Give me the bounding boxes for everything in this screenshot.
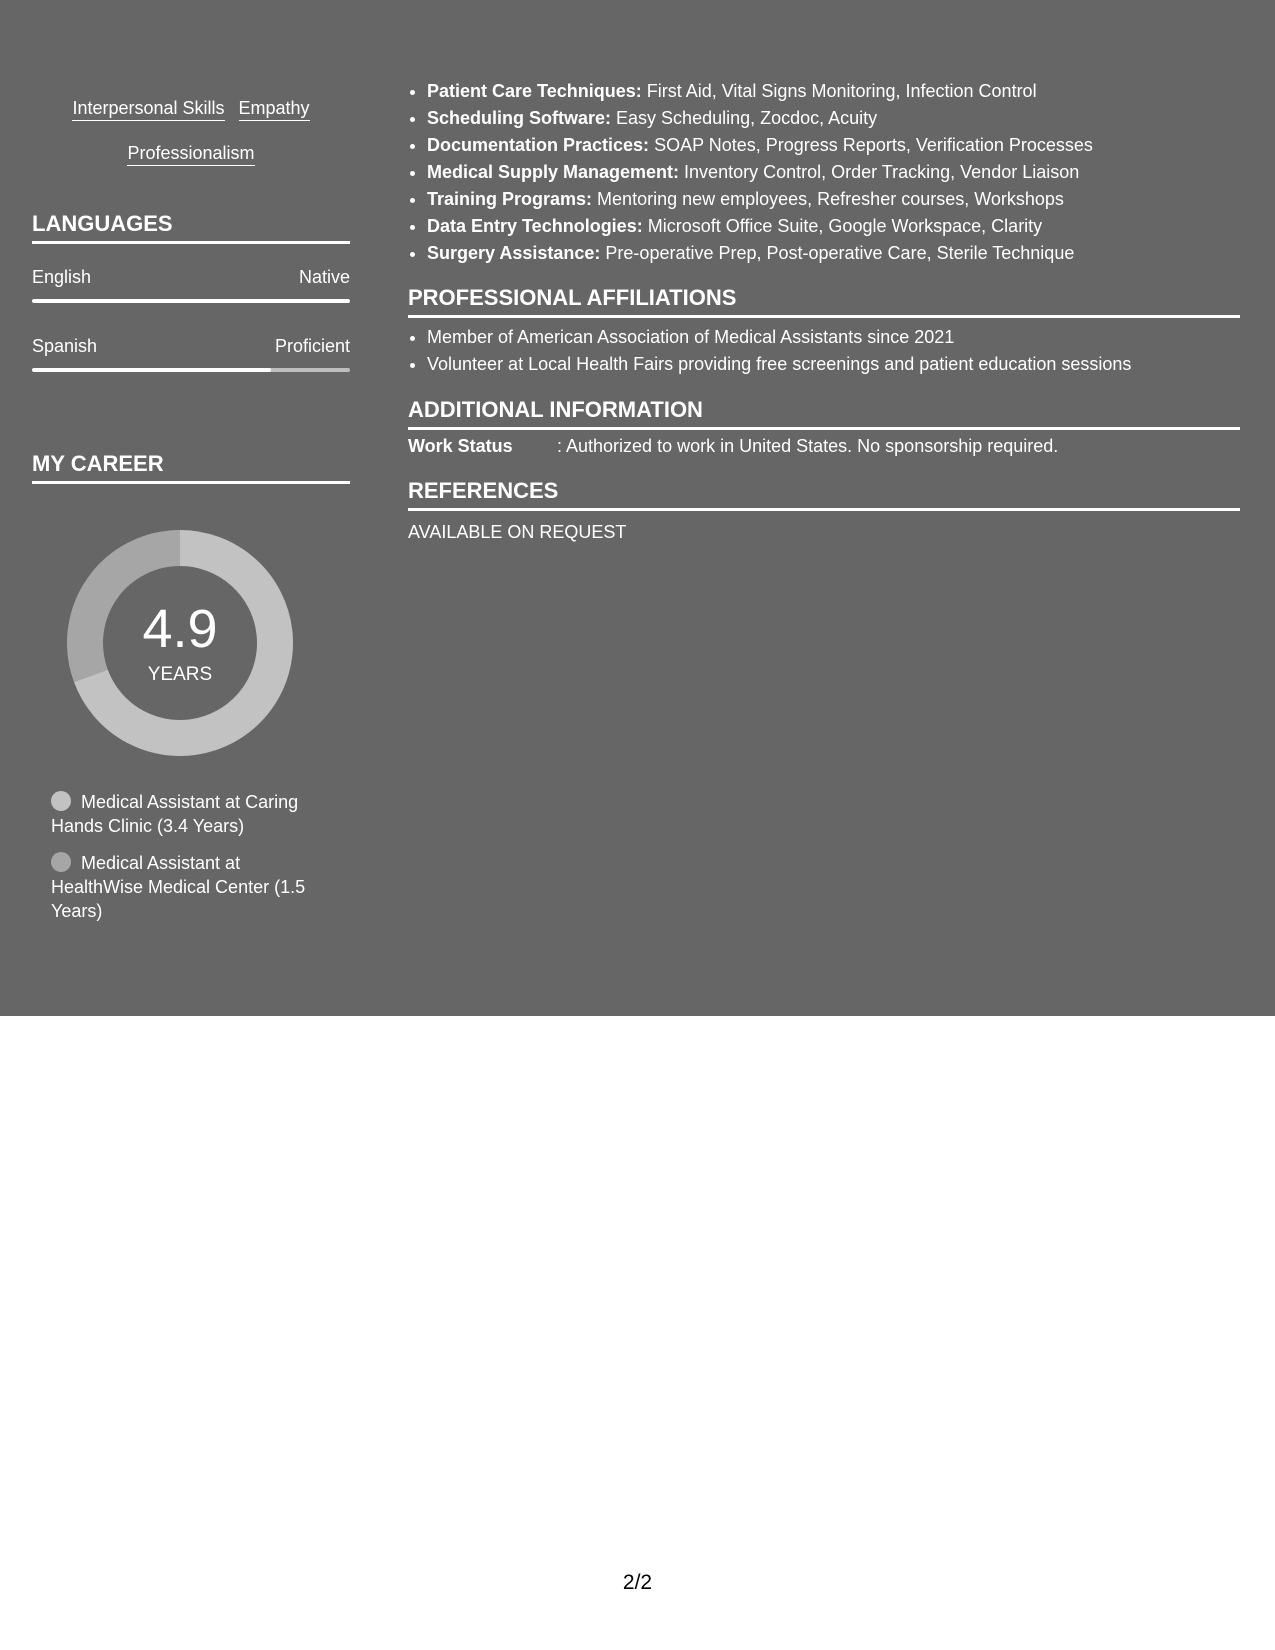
technical-skill-label: Data Entry Technologies: [427, 216, 643, 236]
career-heading: MY CAREER [32, 451, 350, 484]
technical-skill-label: Patient Care Techniques: [427, 81, 642, 101]
career-legend-item [51, 790, 331, 838]
affiliation-item: • Member of American Association of Medical Assistants since 2021 [427, 324, 1259, 351]
work-status-label: Work Status [408, 436, 513, 456]
technical-skill-label: Surgery Assistance: [427, 243, 601, 263]
language-proficiency-bar [32, 299, 350, 303]
technical-skill-text: Easy Scheduling, Zocdoc, Acuity [611, 108, 878, 128]
technical-skill-text: Microsoft Office Suite, Google Workspace, Clarity [642, 216, 1043, 236]
career-legend [51, 790, 331, 936]
technical-skill-label: Medical Supply Management: [427, 162, 680, 182]
affiliations-list [408, 324, 1259, 378]
technical-skill-text: Pre-operative Prep, Post-operative Care, Sterile Technique [600, 243, 1075, 263]
technical-skill-item [427, 240, 1259, 267]
page-number: 2/2 [622, 1571, 653, 1594]
affiliation-item: • Volunteer at Local Health Fairs providing free screenings and patient education sessions [427, 351, 1259, 378]
affiliations-heading: PROFESSIONAL AFFILIATIONS [408, 285, 1240, 318]
career-total-unit: YEARS [147, 664, 213, 685]
language-row [32, 336, 350, 357]
languages-heading: LANGUAGES [32, 211, 350, 244]
career-donut-chart [67, 530, 293, 756]
language-row [32, 267, 350, 288]
career-legend-item [51, 851, 331, 923]
technical-skill-text: Inventory Control, Order Tracking, Vendor Liaison [679, 162, 1080, 182]
technical-skill-item [427, 132, 1259, 159]
language-name: Spanish [32, 336, 98, 356]
language-name: English [32, 267, 92, 287]
technical-skill-label: Documentation Practices: [427, 135, 650, 155]
donut-center [67, 530, 293, 756]
language-proficiency-fill [32, 368, 271, 372]
technical-skill-label: Training Programs: [427, 189, 593, 209]
technical-skill-item [427, 159, 1259, 186]
legend-dot-icon [51, 791, 71, 811]
technical-skill-text: First Aid, Vital Signs Monitoring, Infection Control [641, 81, 1037, 101]
technical-skill-item [427, 213, 1259, 240]
technical-skill-text: Mentoring new employees, Refresher courses, Workshops [592, 189, 1064, 209]
technical-skill-label: Scheduling Software: [427, 108, 612, 128]
skill-tag: Empathy [239, 98, 310, 121]
language-level: Proficient [274, 336, 350, 356]
additional-info-heading: ADDITIONAL INFORMATION [408, 397, 1240, 430]
career-legend-label: Medical Assistant at HealthWise Medical Center (1.5 Years) [51, 853, 306, 921]
work-status-row [408, 436, 1240, 457]
skill-tag: Interpersonal Skills [72, 98, 224, 121]
language-proficiency-fill [32, 299, 350, 303]
technical-skill-item [427, 105, 1259, 132]
skills-list [32, 86, 350, 176]
references-heading: REFERENCES [408, 478, 1240, 511]
technical-skill-item [427, 78, 1259, 105]
language-level: Native [298, 267, 350, 287]
language-proficiency-bar [32, 368, 350, 372]
skill-tag: Professionalism [127, 143, 254, 166]
technical-skills-list [408, 78, 1259, 267]
work-status-value: : Authorized to work in United States. No sponsorship required. [557, 436, 1059, 456]
legend-dot-icon [51, 852, 71, 872]
technical-skill-item [427, 186, 1259, 213]
career-legend-label: Medical Assistant at Caring Hands Clinic (3.4 Years) [51, 792, 299, 836]
career-total-years: 4.9 [142, 599, 218, 659]
technical-skill-text: SOAP Notes, Progress Reports, Verification Processes [649, 135, 1093, 155]
references-text: AVAILABLE ON REQUEST [408, 522, 627, 542]
